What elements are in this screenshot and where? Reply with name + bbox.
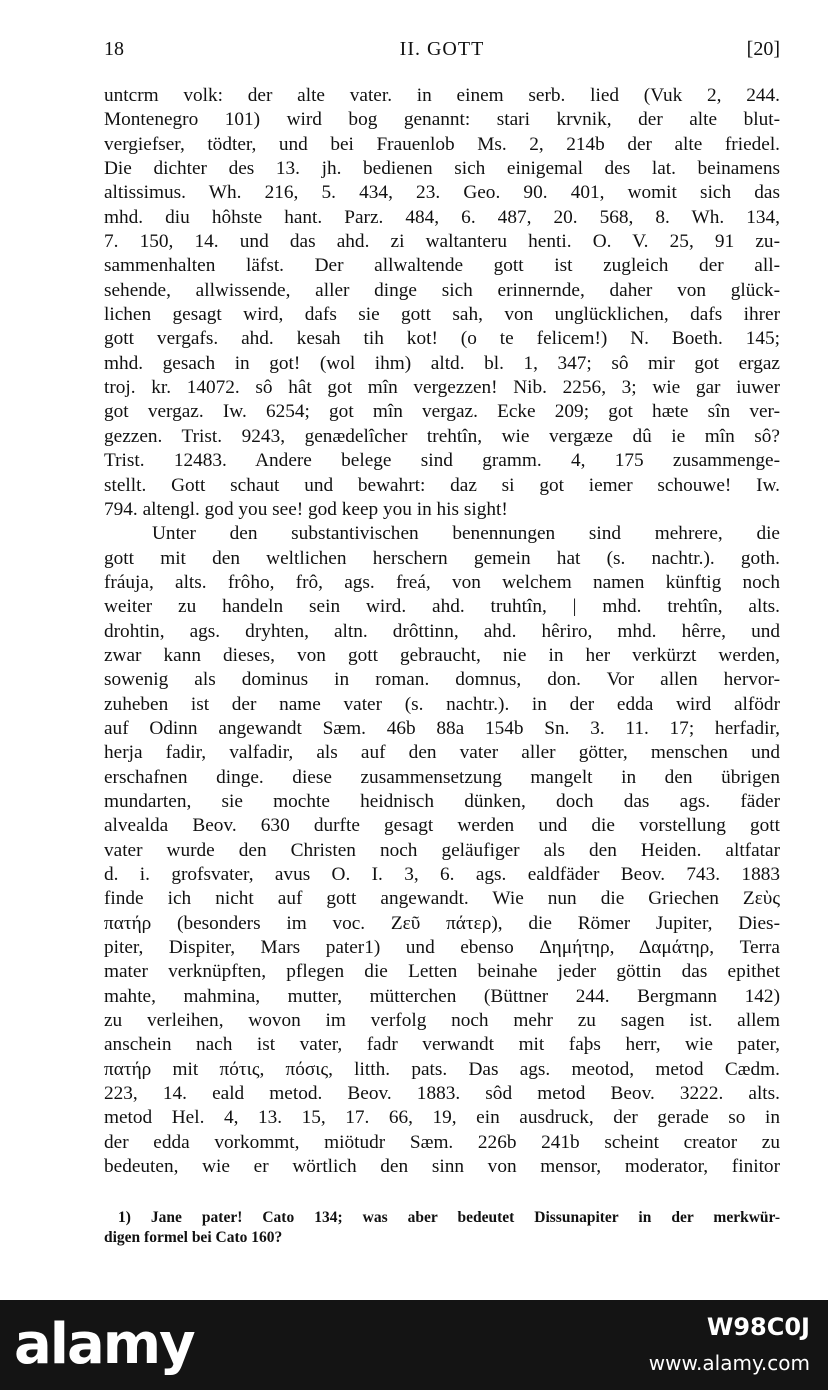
- text-line: zu verleihen, wovon im verfolg noch mehr zu sagen ist. allem: [104, 1010, 780, 1032]
- text-line: auf Odinn angewandt Sæm. 46b 88a 154b Sn. 3. 11. 17; herfadir,: [104, 717, 780, 739]
- footnote: [104, 1208, 780, 1248]
- text-line: drohtin, ags. dryhten, altn. drôttinn, ahd. hêriro, mhd. hêrre, und: [104, 620, 780, 642]
- text-line: piter, Dispiter, Mars pater1) und ebenso Δημήτηρ, Δαμάτηρ, Terra: [104, 937, 780, 959]
- text-line: bedeuten, wie er wörtlich den sinn von mensor, moderator, finitor: [104, 1156, 780, 1178]
- image-id: W98C0J: [706, 1313, 810, 1341]
- section-number: [20]: [746, 38, 780, 60]
- text-line: got vergaz. Iw. 6254; got mîn vergaz. Ecke 209; got hæte sîn ver-: [104, 401, 780, 423]
- text-line: der edda vorkommt, miötudr Sæm. 226b 241b scheint creator zu: [104, 1131, 780, 1153]
- text-line: mhd. gesach in got! (wol ihm) altd. bl. 1, 347; sô mir got ergaz: [104, 352, 780, 374]
- watermark-band: [0, 1300, 828, 1390]
- text-line: mhd. diu hôhste hant. Parz. 484, 6. 487, 20. 568, 8. Wh. 134,: [104, 206, 780, 228]
- watermark-url: www.alamy.com: [648, 1351, 810, 1375]
- text-line: 223, 14. eald metod. Beov. 1883. sôd metod Beov. 3222. alts.: [104, 1083, 780, 1105]
- text-line: finde ich nicht auf gott angewandt. Wie nun die Griechen Ζεὺς: [104, 888, 780, 910]
- text-line: mater verknüpften, pflegen die Letten beinahe jeder göttin das epithet: [104, 961, 780, 983]
- main-text: [104, 84, 780, 1179]
- text-line: fráuja, alts. frôho, frô, ags. freá, von welchem namen künftig noch: [104, 571, 780, 593]
- text-line: metod Hel. 4, 13. 15, 17. 66, 19, ein ausdruck, der gerade so in: [104, 1107, 780, 1129]
- text-line: altissimus. Wh. 216, 5. 434, 23. Geo. 90. 401, womit sich das: [104, 182, 780, 204]
- text-line: πατήρ (besonders im voc. Ζεῦ πάτερ), die Römer Jupiter, Dies-: [104, 912, 780, 934]
- page-number: 18: [104, 38, 124, 60]
- text-line: Montenegro 101) wird bog genannt: stari krvnik, der alte blut-: [104, 109, 780, 131]
- text-line: sammenhalten läfst. Der allwaltende gott ist zugleich der all-: [104, 255, 780, 277]
- text-line: zwar kann dieses, von gott gebraucht, nie in her verkürzt werden,: [104, 644, 780, 666]
- text-line: gott mit den weltlichen herschern gemein hat (s. nachtr.). goth.: [104, 547, 780, 569]
- text-line: gezzen. Trist. 9243, genædelîcher trehtîn, wie vergæze dû ie mîn sô?: [104, 425, 780, 447]
- text-line: mundarten, sie mochte heidnisch dünken, doch das ags. fäder: [104, 790, 780, 812]
- text-line: zuheben ist der name vater (s. nachtr.). in der edda wird alfödr: [104, 693, 780, 715]
- text-line: mahte, mahmina, mutter, mütterchen (Büttner 244. Bergmann 142): [104, 985, 780, 1007]
- text-line: vergiefser, tödter, und bei Frauenlob Ms. 2, 214b der alte friedel.: [104, 133, 780, 155]
- text-line: πατήρ mit πότις, πόσις, litth. pats. Das ags. meotod, metod Cædm.: [104, 1058, 780, 1080]
- running-title: II. GOTT: [399, 38, 485, 60]
- text-line: Trist. 12483. Andere belege sind gramm. 4, 175 zusammenge-: [104, 450, 780, 472]
- text-line: lichen gesagt wird, dafs sie gott sah, von unglücklichen, dafs ihrer: [104, 304, 780, 326]
- text-line: herja fadir, valfadir, als auf den vater aller götter, menschen und: [104, 742, 780, 764]
- text-line: gott vergafs. ahd. kesah tih kot! (o te felicem!) N. Boeth. 145;: [104, 328, 780, 350]
- text-line: Unter den substantivischen benennungen sind mehrere, die: [152, 523, 780, 545]
- text-line: Die dichter des 13. jh. bedienen sich einigemal des lat. beinamens: [104, 158, 780, 180]
- text-line: troj. kr. 14072. sô hât got mîn vergezzen! Nib. 2256, 3; wie gar iuwer: [104, 377, 780, 399]
- text-line: vater wurde den Christen noch geläufiger als den Heiden. altfatar: [104, 839, 780, 861]
- running-header: [104, 38, 780, 64]
- footnote-line: digen formel bei Cato 160?: [104, 1229, 283, 1246]
- footnote-line: 1) Jane pater! Cato 134; was aber bedeutet Dissunapiter in der merkwür-: [118, 1209, 780, 1226]
- text-line: untcrm volk: der alte vater. in einem serb. lied (Vuk 2, 244.: [104, 85, 780, 106]
- text-line: weiter zu handeln sein wird. ahd. truhtîn, | mhd. trehtîn, alts.: [104, 596, 780, 618]
- text-line: 794. altengl. god you see! god keep you in his sight!: [104, 498, 508, 520]
- text-line: sehende, allwissende, aller dinge sich erinnernde, daher von glück-: [104, 279, 780, 301]
- text-line: stellt. Gott schaut und bewahrt: daz si got iemer schouwe! Iw.: [104, 474, 780, 496]
- text-line: anschein nach ist vater, fadr verwandt mit faþs herr, wie pater,: [104, 1034, 780, 1056]
- text-line: d. i. grofsvater, avus O. I. 3, 6. ags. ealdfäder Beov. 743. 1883: [104, 864, 780, 885]
- text-line: sowenig als dominus in roman. domnus, don. Vor allen hervor-: [104, 669, 780, 691]
- alamy-logo: alamy: [14, 1312, 194, 1377]
- text-line: erschafnen dinge. diese zusammensetzung mangelt in den übrigen: [104, 766, 780, 788]
- text-line: 7. 150, 14. und das ahd. zi waltanteru henti. O. V. 25, 91 zu-: [104, 231, 780, 253]
- text-line: alvealda Beov. 630 durfte gesagt werden und die vorstellung gott: [104, 815, 780, 837]
